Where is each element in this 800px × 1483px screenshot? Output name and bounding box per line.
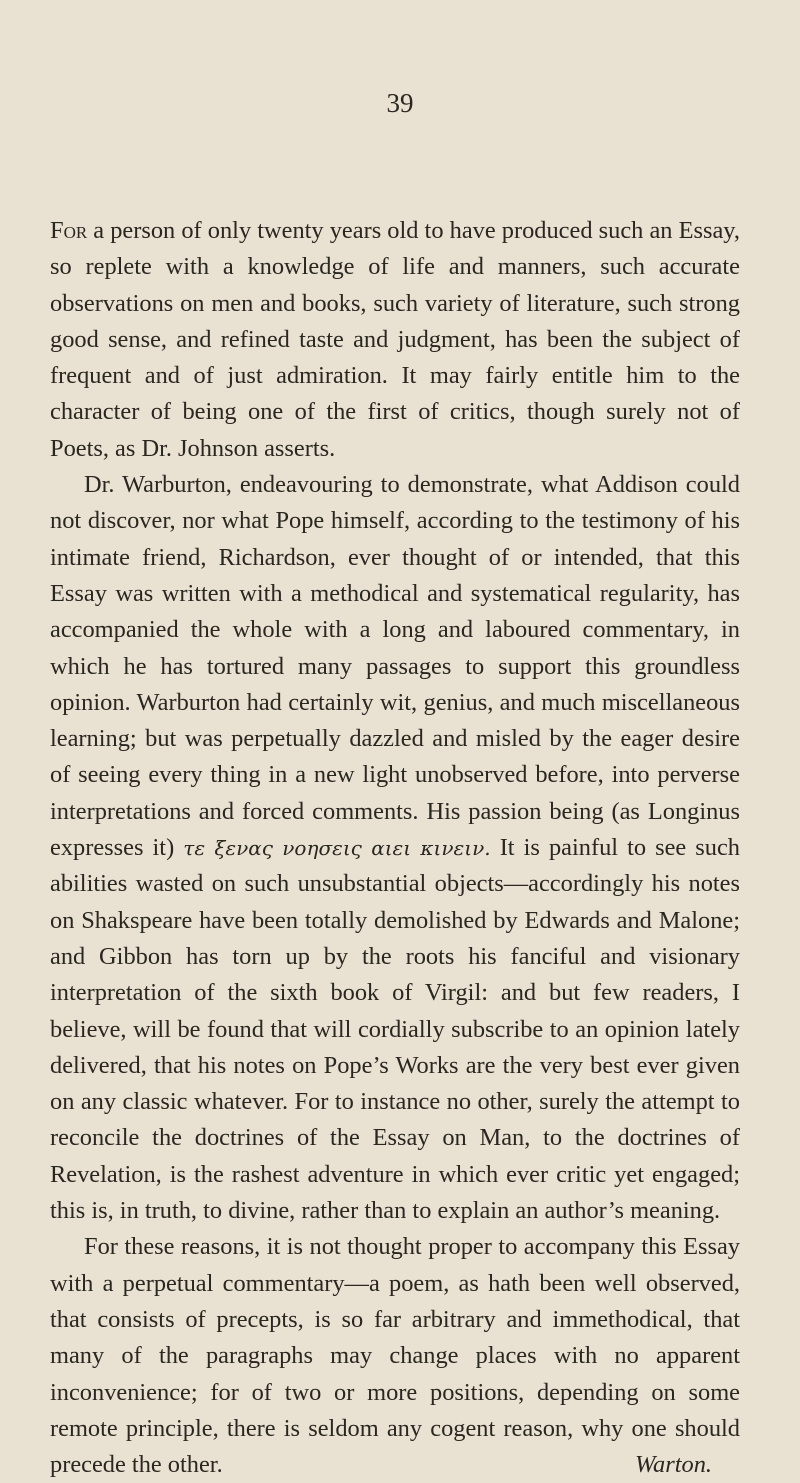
paragraph-1-lead: For xyxy=(50,217,88,244)
signature: Warton. xyxy=(634,1451,712,1479)
paragraph-2-text-after: It is painful to see such abilities wasted on such unsubstantial objects—accordingly his notes on Shakspeare have been totally demolished by Edwards and Malone; and Gibbon has torn up by the roots his fanciful and visionary interpretation of the sixth book of Virgil: and but few readers, I believe, will be found that will cordially subscribe to an opinion lately delivered, that his notes on Pope’s Works are the very best ever given on any classic whatever. For to instance no other, surely the attempt to reconcile the doctrines of the Essay on Man, to the doctrines of Revelation, is the rashest adventure in which ever critic yet engaged; this is, in truth, to divine, rather than to explain an author’s meaning. xyxy=(50,834,741,1225)
paragraph-2 xyxy=(50,467,740,1229)
paragraph-1-text: a person of only twenty years old to have produced such an Essay, so replete with a knowledge of life and manners, such accurate observations on men and books, such variety of literature, such strong good sense, and refined taste and judgment, has been the subject of frequent and of just admiration. It may fairly entitle him to the character of being one of the first of critics, though surely not of Poets, as Dr. Johnson asserts. xyxy=(50,217,740,462)
page-number: 39 xyxy=(386,88,414,118)
body-text xyxy=(50,213,740,1483)
paragraph-2-text-before: Dr. Warburton, endeavouring to demonstrate, what Addison could not discover, nor what Pope himself, according to the testimony of his intimate friend, Richardson, ever thought of or intended, that this Essay was written with a methodical and systematical regularity, has accompanied the whole with a long and laboured commentary, in which he has tortured many passages to support this groundless opinion. Warburton had certainly wit, genius, and much miscellaneous learning; but was perpetually dazzled and misled by the eager desire of seeing every thing in a new light unobserved before, into perverse interpretations and forced comments. His passion being (as Longinus expresses it) xyxy=(50,471,740,862)
paragraph-1 xyxy=(50,213,740,467)
greek-quotation: τε ξενας νοησεις αιει κινειν. xyxy=(183,836,491,861)
paragraph-3 xyxy=(50,1229,740,1483)
paragraph-3-text: For these reasons, it is not thought proper to accompany this Essay with a perpetual commentary—a poem, as hath been well observed, that consists of precepts, is so far arbitrary and immethodical, that many of the paragraphs may change places with no apparent inconvenience; for of two or more positions, depending on some remote principle, there is seldom any cogent reason, why one should precede the other. xyxy=(50,1233,740,1479)
